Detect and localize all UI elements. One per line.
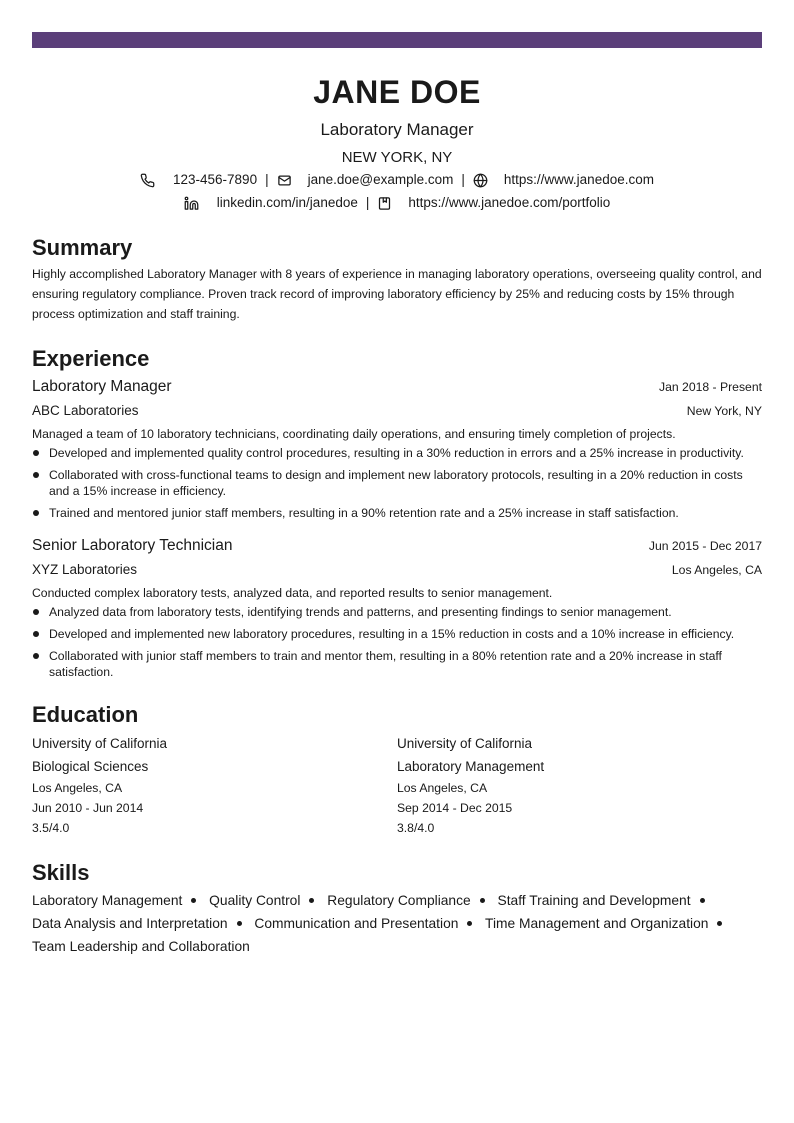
- edu-gpa: 3.8/4.0: [397, 821, 435, 835]
- job-bullet: [32, 626, 762, 642]
- candidate-name: JANE DOE: [313, 74, 481, 110]
- skill-item: [327, 893, 493, 908]
- edu-school: University of California: [32, 736, 168, 751]
- skill-item: [485, 916, 731, 931]
- skill-text: Time Management and Organization: [485, 916, 709, 931]
- bullet-dot-icon: [309, 898, 314, 903]
- edu-dates: Jun 2010 - Jun 2014: [32, 801, 144, 815]
- education-grid: [32, 732, 762, 838]
- job-bullet-text: Developed and implemented new laboratory procedures, resulting in a 15% reduction in costs and a 10% increase in efficiency.: [49, 627, 735, 641]
- job-bullets: [32, 445, 762, 521]
- job-bullet-text: Collaborated with cross-functional teams to design and implement new laboratory protocols, resulting in a 20% reduction in costs and a 15% increase in efficiency.: [49, 468, 743, 498]
- skill-item: [32, 916, 251, 931]
- contact-line-secondary: [32, 193, 762, 213]
- bullet-dot-icon: [33, 653, 39, 659]
- bullet-dot-icon: [700, 898, 705, 903]
- edu-dates: Sep 2014 - Dec 2015: [397, 801, 513, 815]
- bullet-dot-icon: [33, 631, 39, 637]
- phone-text: 123-456-7890: [173, 172, 258, 187]
- linkedin-contact[interactable]: [184, 193, 358, 213]
- job-bullet: [32, 648, 762, 680]
- skill-item: [32, 939, 250, 954]
- job-bullet-text: Collaborated with junior staff members to train and mentor them, resulting in a 80% retention rate and a 20% increase in staff satisfaction.: [49, 649, 722, 679]
- bullet-dot-icon: [33, 609, 39, 615]
- education-heading: Education: [32, 702, 139, 727]
- job-location: Los Angeles, CA: [671, 563, 762, 577]
- experience-heading: Experience: [32, 346, 150, 371]
- phone-contact[interactable]: [140, 170, 257, 190]
- experience-section: [32, 346, 762, 680]
- job-bullet-text: Developed and implemented quality control procedures, resulting in a 30% reduction in errors and a 25% increase in productivity.: [49, 446, 744, 460]
- resume-header: [32, 74, 762, 213]
- bullet-dot-icon: [467, 921, 472, 926]
- edu-field: Laboratory Management: [397, 759, 545, 774]
- skill-text: Staff Training and Development: [497, 893, 691, 908]
- accent-bar: [32, 32, 762, 48]
- job-title: Laboratory Manager: [32, 378, 172, 395]
- job-dates: Jan 2018 - Present: [659, 380, 762, 394]
- bullet-dot-icon: [237, 921, 242, 926]
- linkedin-icon: [184, 196, 199, 211]
- job-dates: Jun 2015 - Dec 2017: [648, 539, 762, 553]
- job-company: XYZ Laboratories: [32, 562, 138, 577]
- skill-item: [32, 893, 205, 908]
- skills-list: [32, 889, 762, 958]
- job-bullets: [32, 604, 762, 680]
- education-entry: [397, 732, 762, 838]
- linkedin-text: linkedin.com/in/janedoe: [216, 195, 358, 210]
- job-bullet: [32, 445, 762, 461]
- job-bullet-text: Trained and mentored junior staff members, resulting in a 90% retention rate and a 25% increase in staff satisfaction.: [49, 506, 679, 520]
- bullet-dot-icon: [33, 472, 39, 478]
- skill-item: [254, 916, 481, 931]
- website-contact[interactable]: [473, 170, 654, 190]
- skill-text: Communication and Presentation: [254, 916, 459, 931]
- mail-icon: [277, 173, 292, 188]
- separator: |: [265, 172, 269, 187]
- candidate-role: Laboratory Manager: [320, 120, 474, 139]
- skill-item: [209, 893, 323, 908]
- job-title: Senior Laboratory Technician: [32, 537, 233, 554]
- contact-line-primary: [32, 170, 762, 190]
- job-bullet-text: Analyzed data from laboratory tests, identifying trends and patterns, and presenting findings to senior management.: [49, 605, 672, 619]
- edu-field: Biological Sciences: [32, 759, 149, 774]
- job-bullet: [32, 505, 762, 521]
- portfolio-contact[interactable]: [377, 193, 610, 213]
- phone-icon: [140, 173, 155, 188]
- bullet-dot-icon: [33, 510, 39, 516]
- edu-location: Los Angeles, CA: [397, 781, 488, 795]
- resume-page: [32, 32, 762, 958]
- job-entry: [32, 535, 762, 680]
- edu-location: Los Angeles, CA: [32, 781, 123, 795]
- skills-heading: Skills: [32, 860, 90, 885]
- education-entry: [32, 732, 397, 838]
- candidate-location: NEW YORK, NY: [341, 149, 453, 166]
- skill-text: Laboratory Management: [32, 893, 183, 908]
- skill-text: Team Leadership and Collaboration: [32, 939, 250, 954]
- portfolio-text: https://www.janedoe.com/portfolio: [408, 195, 611, 210]
- job-bullet: [32, 467, 762, 499]
- skills-section: [32, 860, 762, 958]
- bullet-dot-icon: [480, 898, 485, 903]
- job-location: New York, NY: [686, 404, 762, 418]
- job-company: ABC Laboratories: [32, 403, 139, 418]
- education-section: [32, 702, 762, 838]
- globe-icon: [473, 173, 488, 188]
- email-text: jane.doe@example.com: [307, 172, 454, 187]
- job-bullet: [32, 604, 762, 620]
- bullet-dot-icon: [33, 450, 39, 456]
- job-entry: [32, 376, 762, 521]
- separator: |: [461, 172, 465, 187]
- website-text: https://www.janedoe.com: [503, 172, 654, 187]
- summary-section: [32, 235, 762, 324]
- bullet-dot-icon: [191, 898, 196, 903]
- skill-text: Data Analysis and Interpretation: [32, 916, 228, 931]
- separator: |: [365, 195, 370, 210]
- summary-heading: Summary: [32, 235, 133, 260]
- job-description: Conducted complex laboratory tests, analyzed data, and reported results to senior management.: [32, 586, 553, 600]
- bullet-dot-icon: [717, 921, 722, 926]
- job-description: Managed a team of 10 laboratory technicians, coordinating daily operations, and ensuring timely completion of projects.: [32, 427, 676, 441]
- summary-text: Highly accomplished Laboratory Manager with 8 years of experience in managing laboratory operations, overseeing quality control, and ensuring regulatory compliance. Proven track record of improving laboratory efficiency by 25% and reducing costs by 15% through process optimization and staff training.: [32, 267, 762, 321]
- edu-school: University of California: [397, 736, 533, 751]
- email-contact[interactable]: [277, 170, 454, 190]
- skill-item: [498, 893, 714, 908]
- edu-gpa: 3.5/4.0: [32, 821, 70, 835]
- bookmark-icon: [377, 196, 392, 211]
- skill-text: Quality Control: [209, 893, 301, 908]
- skill-text: Regulatory Compliance: [327, 893, 471, 908]
